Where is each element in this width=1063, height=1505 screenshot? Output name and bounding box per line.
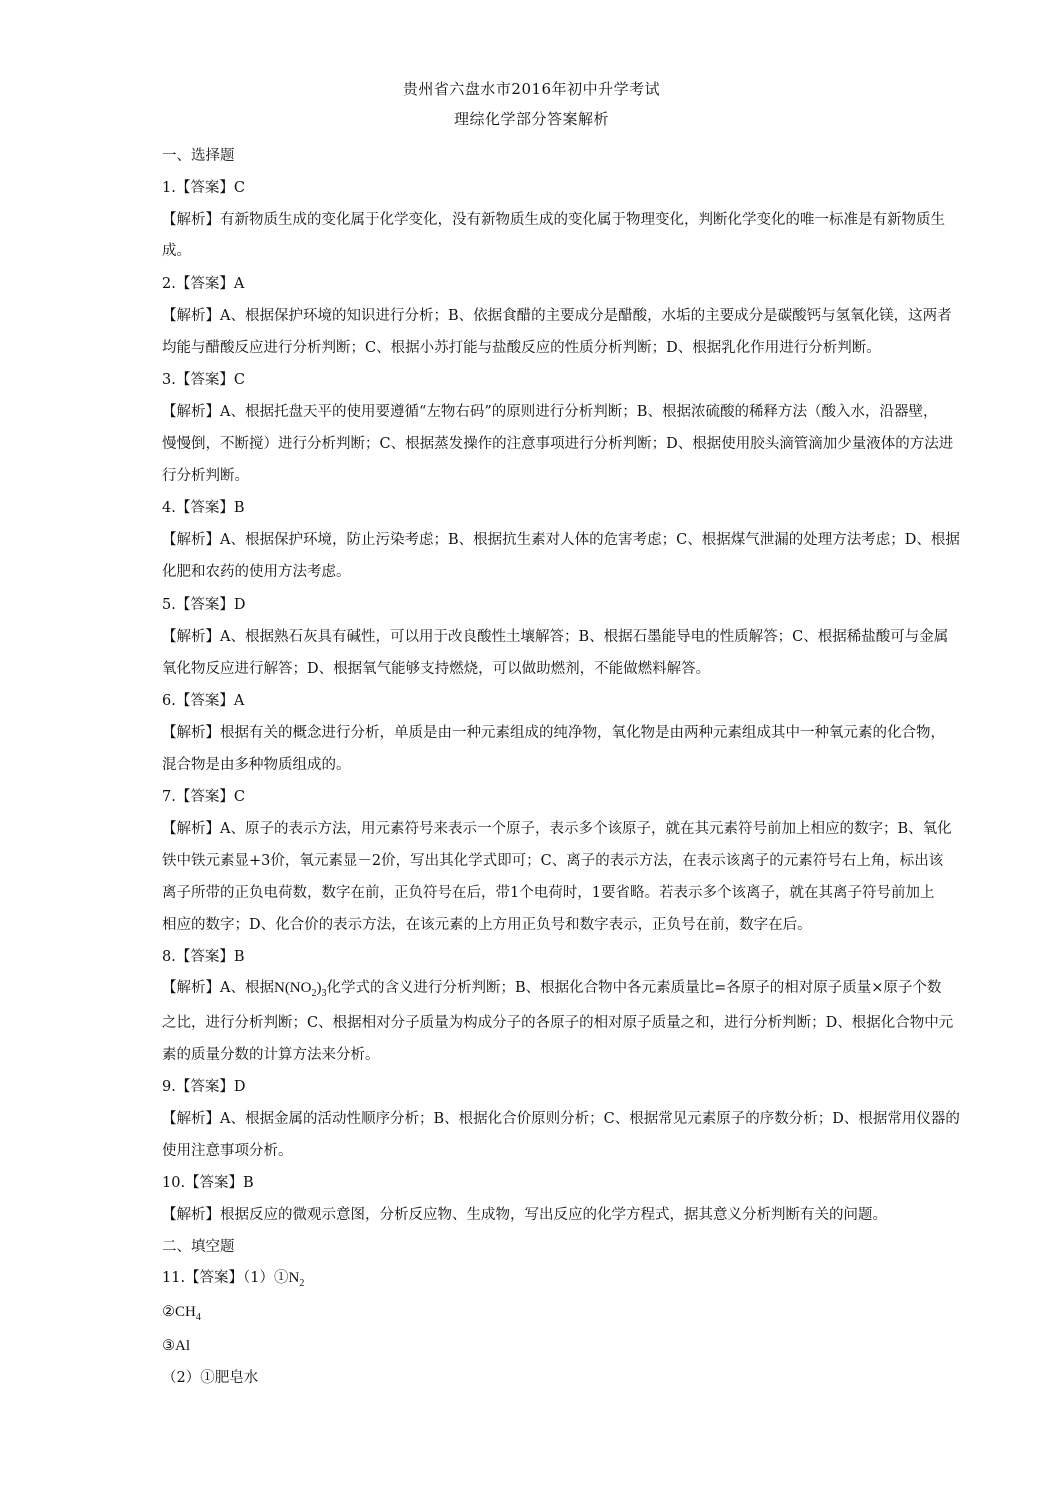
answer-10: 10.【答案】B [162, 1175, 254, 1191]
explanation-6-line-1: 【解析】根据有关的概念进行分析，单质是由一种元素组成的纯净物，氧化物是由两种元素组成其中一种氧元素的化合物， [162, 725, 945, 741]
explanation-4-line-2: 化肥和农药的使用方法考虑。 [162, 564, 351, 580]
explanation-2-line-1: 【解析】A、根据保护环境的知识进行分析；B、依据食醋的主要成分是醋酸，水垢的主要成分是碳酸钙与氢氧化镁，这两者 [162, 308, 952, 324]
explanation-10-line-1: 【解析】根据反应的微观示意图，分析反应物、生成物，写出反应的化学方程式，据其意义分析判断有关的问题。 [162, 1207, 887, 1223]
answer-11-ch4: $②CH_4$ [162, 1304, 201, 1323]
answer-6: 6.【答案】A [162, 693, 245, 709]
section-heading-fill: 二、填空题 [162, 1239, 235, 1255]
answer-4: 4.【答案】B [162, 500, 245, 516]
explanation-1-line-1: 【解析】有新物质生成的变化属于化学变化，没有新物质生成的变化属于物理变化，判断化学变化的唯一标准是有新物质生 [162, 212, 945, 228]
explanation-5-line-2: 氧化物反应进行解答；D、根据氧气能够支持燃烧，可以做助燃剂，不能做燃料解答。 [162, 661, 711, 677]
explanation-7-line-1: 【解析】A、原子的表示方法，用元素符号来表示一个原子，表示多个该原子，就在其元素符号前加上相应的数字；B、氧化 [162, 821, 952, 837]
explanation-3-line-3: 行分析判断。 [162, 468, 249, 484]
page-subtitle: 理综化学部分答案解析 [453, 110, 609, 128]
answer-9: 9.【答案】D [162, 1079, 246, 1095]
explanation-2-line-2: 均能与醋酸反应进行分析判断；C、根据小苏打能与盐酸反应的性质分析判断；D、根据乳化作用进行分析判断。 [162, 340, 881, 356]
answer-11-part2: （2）①肥皂水 [162, 1370, 259, 1386]
explanation-8-line-1 [162, 978, 942, 1004]
formula-ch4: $CH_4$ [175, 1304, 201, 1323]
chemical-formula: $N(NO_2)_3$ [273, 980, 327, 999]
explanation-3-line-1: 【解析】A、根据托盘天平的使用要遵循“左物右码”的原则进行分析判断；B、根据浓硫酸的稀释方法（酸入水，沿器壁， [162, 404, 938, 420]
explanation-8-rest: 化学式的含义进行分析判断；B、根据化合物中各元素质量比=各原子的相对原子质量×原子个数 [326, 980, 942, 996]
explanation-8-prefix: 【解析】A、根据 [162, 980, 274, 996]
section-heading-choice: 一、选择题 [162, 148, 235, 164]
explanation-9-line-1: 【解析】A、根据金属的活动性顺序分析；B、根据化合价原则分析；C、根据常见元素原子的序数分析；D、根据常用仪器的 [162, 1111, 960, 1127]
answer-3: 3.【答案】C [162, 372, 245, 388]
answer-11 [162, 1268, 902, 1294]
explanation-1-line-2: 成。 [162, 243, 191, 259]
explanation-6-line-2: 混合物是由多种物质组成的。 [162, 757, 351, 773]
answer-11-al: ③Al [162, 1338, 190, 1354]
explanation-9-line-2: 使用注意事项分析。 [162, 1143, 293, 1159]
formula-al: Al [175, 1338, 190, 1354]
formula-n2: $N_2$ [288, 1270, 305, 1289]
answer-5: 5.【答案】D [162, 597, 246, 613]
explanation-8-line-3: 素的质量分数的计算方法来分析。 [162, 1047, 380, 1063]
explanation-8-line-2: 之比，进行分析判断；C、根据相对分子质量为构成分子的各原子的相对原子质量之和，进行分析判断；D、根据化合物中元 [162, 1015, 954, 1031]
explanation-5-line-1: 【解析】A、根据熟石灰具有碱性，可以用于改良酸性土壤解答；B、根据石墨能导电的性质解答；C、根据稀盐酸可与金属 [162, 629, 949, 645]
explanation-3-line-2: 慢慢倒，不断搅）进行分析判断；C、根据蒸发操作的注意事项进行分析判断；D、根据使用胶头滴管滴加少量液体的方法进 [162, 436, 954, 452]
answer-11-label: 11.【答案】（1）① [162, 1270, 289, 1286]
explanation-7-line-3: 离子所带的正负电荷数，数字在前，正负符号在后，带1个电荷时，1要省略。若表示多个该离子，就在其离子符号前加上 [162, 885, 935, 901]
explanation-4-line-1: 【解析】A、根据保护环境，防止污染考虑；B、根据抗生素对人体的危害考虑；C、根据煤气泄漏的处理方法考虑；D、根据 [162, 532, 960, 548]
answer-2: 2.【答案】A [162, 276, 245, 292]
explanation-7-line-4: 相应的数字；D、化合价的表示方法，在该元素的上方用正负号和数字表示，正负号在前，数字在后。 [162, 917, 812, 933]
page-title: 贵州省六盘水市2016年初中升学考试 [402, 80, 661, 98]
answer-1: 1.【答案】C [162, 180, 245, 196]
explanation-7-line-2: 铁中铁元素显+3价，氧元素显－2价，写出其化学式即可；C、离子的表示方法，在表示该离子的元素符号右上角，标出该 [162, 853, 944, 869]
answer-8: 8.【答案】B [162, 949, 245, 965]
answer-7: 7.【答案】C [162, 789, 245, 805]
